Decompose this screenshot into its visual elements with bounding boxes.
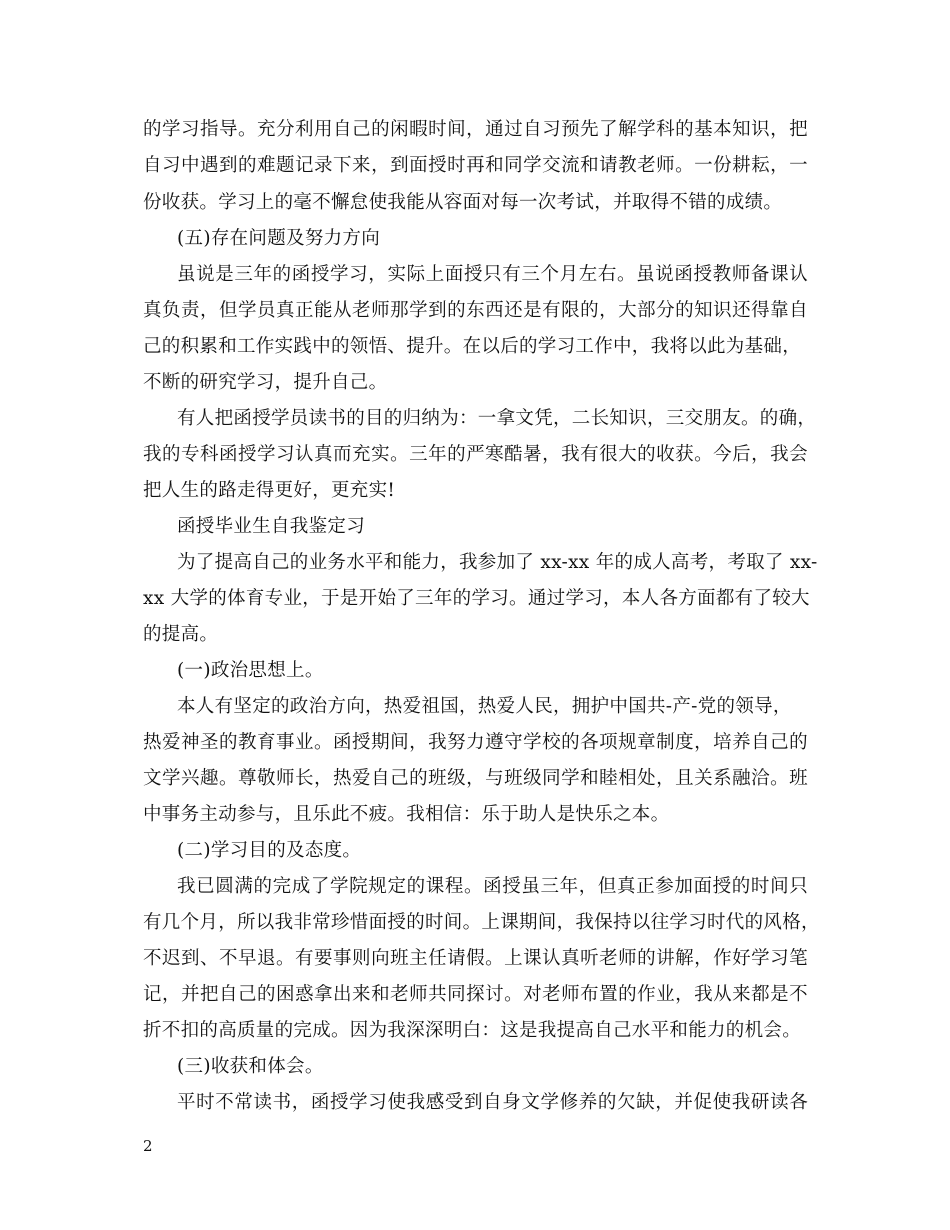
body-text-line: 不断的研究学习，提升自己。 — [143, 372, 388, 393]
section-heading: (二)学习目的及态度。 — [177, 840, 362, 861]
body-text-line: 有几个月，所以我非常珍惜面授的时间。上课期间，我保持以往学习时代的风格， — [143, 912, 820, 933]
body-text-line: 的学习指导。充分利用自己的闲暇时间，通过自习预先了解学科的基本知识，把 — [143, 119, 808, 140]
body-text-line: 为了提高自己的业务水平和能力，我参加了 xx-xx 年的成人高考，考取了 xx- — [177, 552, 818, 573]
section-heading: 函授毕业生自我鉴定习 — [177, 516, 366, 537]
body-text-line: 我的专科函授学习认真而充实。三年的严寒酷暑，我有很大的收获。今后，我会 — [143, 444, 808, 465]
body-text-line: 把人生的路走得更好，更充实! — [143, 480, 396, 501]
section-heading: (五)存在问题及努力方向 — [177, 228, 381, 249]
body-text-line: 本人有坚定的政治方向，热爱祖国，热爱人民，拥护中国共-产-党的领导， — [177, 696, 792, 717]
body-text-line: 平时不常读书，函授学习使我感受到自身文学修养的欠缺，并促使我研读各 — [177, 1092, 808, 1113]
body-text-line: 自习中遇到的难题记录下来，到面授时再和同学交流和请教老师。一份耕耘，一 — [143, 155, 808, 176]
body-text-line: 的提高。 — [143, 624, 219, 645]
body-text-line: 文学兴趣。尊敬师长，热爱自己的班级，与班级同学和睦相处，且关系融洽。班 — [143, 768, 808, 789]
section-heading: (三)收获和体会。 — [177, 1056, 324, 1077]
body-text-line: 热爱神圣的教育事业。函授期间，我努力遵守学校的各项规章制度，培养自己的 — [143, 732, 808, 753]
body-text-line: xx 大学的体育专业，于是开始了三年的学习。通过学习，本人各方面都有了较大 — [143, 588, 810, 609]
page-number: 2 — [143, 1137, 153, 1155]
body-text-line: 不迟到、不早退。有要事则向班主任请假。上课认真听老师的讲解，作好学习笔 — [143, 948, 808, 969]
section-heading: (一)政治思想上。 — [177, 660, 324, 681]
body-text-line: 折不扣的高质量的完成。因为我深深明白：这是我提高自己水平和能力的机会。 — [143, 1020, 802, 1041]
body-text-line: 真负责，但学员真正能从老师那学到的东西还是有限的，大部分的知识还得靠自 — [143, 300, 808, 321]
body-text-line: 虽说是三年的函授学习，实际上面授只有三个月左右。虽说函授教师备课认 — [177, 264, 808, 285]
body-text-line: 份收获。学习上的毫不懈怠使我能从容面对每一次考试，并取得不错的成绩。 — [143, 192, 783, 213]
body-text-line: 记，并把自己的困惑拿出来和老师共同探讨。对老师布置的作业，我从来都是不 — [143, 984, 808, 1005]
body-text-line: 我已圆满的完成了学院规定的课程。函授虽三年，但真正参加面授的时间只 — [177, 876, 808, 897]
body-text-line: 己的积累和工作实践中的领悟、提升。在以后的学习工作中，我将以此为基础， — [143, 336, 802, 357]
body-text-line: 有人把函授学员读书的目的归纳为：一拿文凭，二长知识，三交朋友。的确， — [177, 408, 817, 429]
body-text-line: 中事务主动参与，且乐此不疲。我相信：乐于助人是快乐之本。 — [143, 804, 670, 825]
